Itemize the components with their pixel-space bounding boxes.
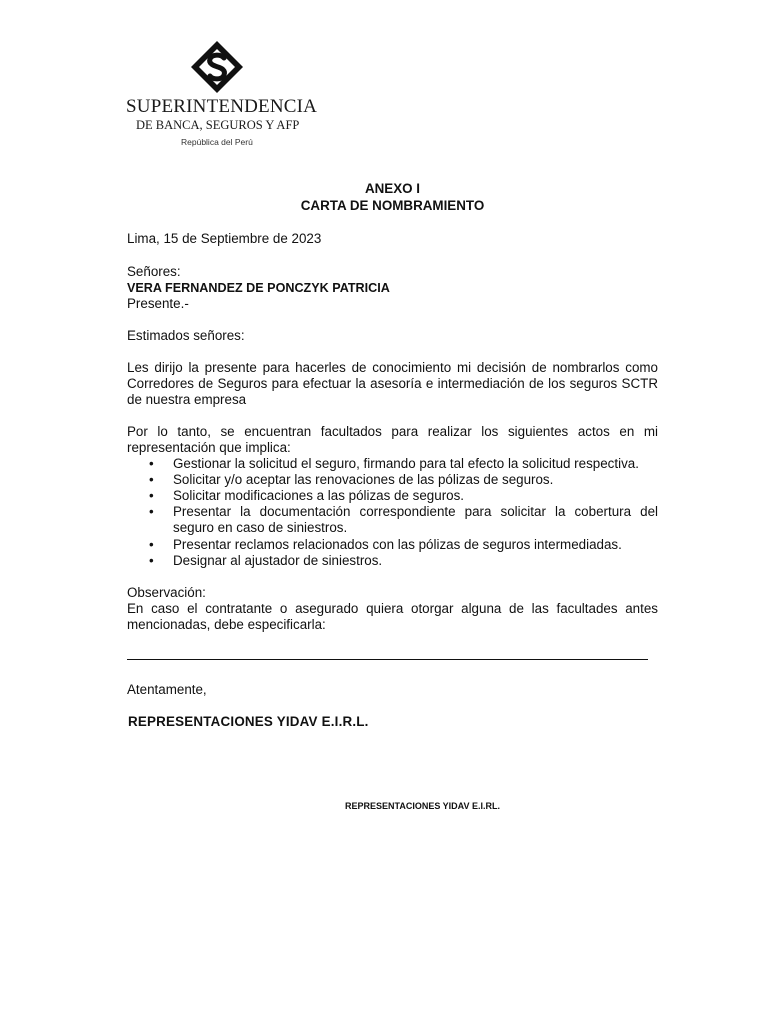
list-item: [127, 456, 658, 472]
closing: Atentamente,: [127, 682, 207, 697]
annex-title: ANEXO I: [364, 181, 421, 196]
observation-label: Observación:: [127, 585, 206, 600]
bullet: •: [149, 553, 154, 568]
list-item-text: Presentar reclamos relacionados con las pólizas de seguros intermediadas.: [173, 537, 622, 552]
sbs-logo: [126, 40, 326, 150]
intro-paragraph: Les dirijo la presente para hacerles de conocimiento mi decisión de nombrarlos como Corredores de Seguros para efectuar la asesoría e intermediación de los seguros SCTR de nuestra empresa: [127, 360, 658, 407]
list-item-text: Solicitar modificaciones a las pólizas de seguros.: [173, 488, 465, 503]
bullet: •: [149, 537, 154, 552]
list-item-text: Gestionar la solicitud el seguro, firmando para tal efecto la solicitud respectiva.: [173, 456, 639, 471]
list-item: [127, 553, 658, 569]
sbs-diamond-logo-icon: [190, 40, 244, 94]
observation-text: En caso el contratante o asegurado quiera otorgar alguna de las facultades antes mencionadas, debe especificarla:: [127, 601, 658, 632]
powers-list: [127, 456, 658, 569]
greeting: Estimados señores:: [127, 328, 245, 343]
recipient-name: VERA FERNANDEZ DE PONCZYK PATRICIA: [127, 281, 390, 295]
bullet: •: [149, 472, 154, 487]
list-item-text: Solicitar y/o aceptar las renovaciones de las pólizas de seguros.: [173, 472, 554, 487]
bullet: •: [149, 488, 154, 503]
company-name: REPRESENTACIONES YIDAV E.I.R.L.: [128, 714, 369, 729]
bullet: •: [149, 456, 154, 471]
powers-intro: Por lo tanto, se encuentran facultados para realizar los siguientes actos en mi representación que implica:: [127, 424, 658, 455]
salutation-to: Señores:: [127, 264, 181, 279]
presente-line: Presente.-: [127, 296, 189, 311]
logo-subtitle: DE BANCA, SEGUROS Y AFP: [136, 118, 300, 132]
list-item-text: Designar al ajustador de siniestros.: [173, 553, 383, 568]
list-item: [127, 537, 658, 553]
company-stamp: REPRESENTACIONES YIDAV E.I.RL.: [344, 801, 501, 811]
logo-country: República del Perú: [181, 137, 253, 147]
list-item-text: Presentar la documentación correspondiente para solicitar la cobertura del seguro en caso de siniestros.: [173, 504, 658, 535]
list-item: [127, 488, 658, 504]
letter-body: [127, 180, 658, 730]
list-item: [127, 472, 658, 488]
bullet: •: [149, 504, 154, 519]
logo-title: SUPERINTENDENCIA: [126, 96, 318, 117]
date-line: Lima, 15 de Septiembre de 2023: [127, 231, 322, 246]
letter-title: CARTA DE NOMBRAMIENTO: [300, 198, 485, 213]
list-item: [127, 504, 658, 536]
